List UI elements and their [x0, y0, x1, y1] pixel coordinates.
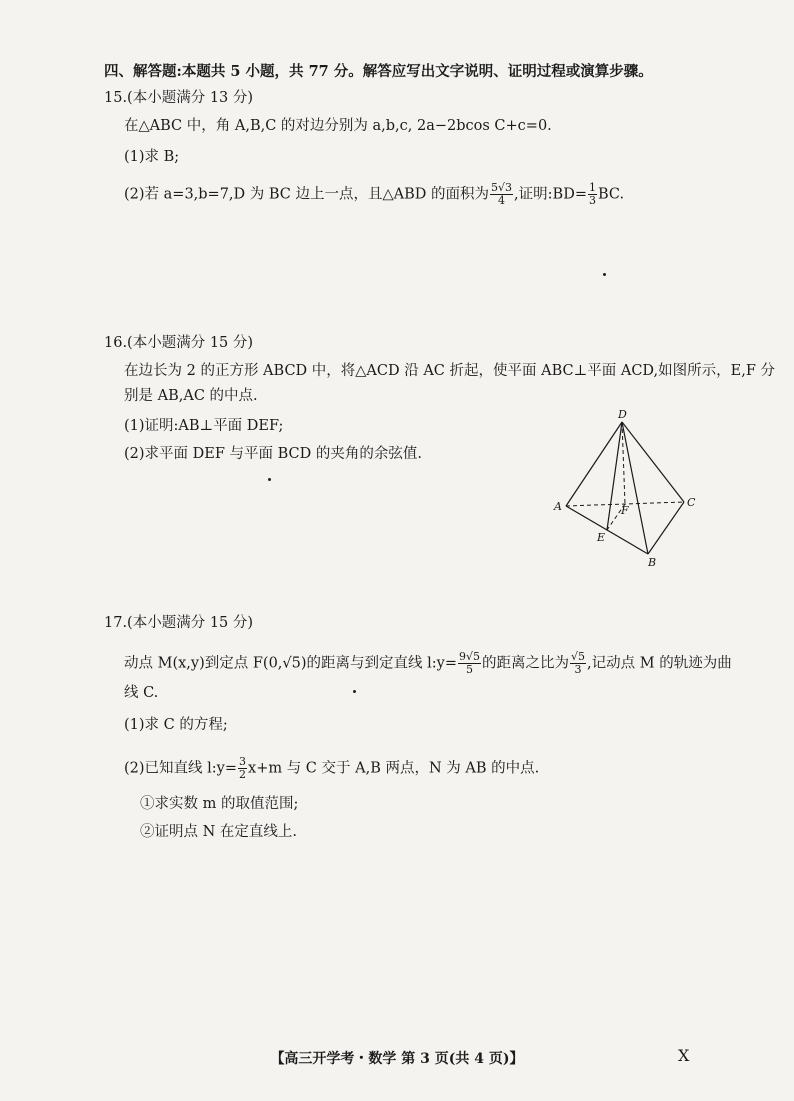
tetrahedron-figure	[548, 408, 698, 568]
q15-part1: (1)求 B;	[124, 149, 180, 165]
edge-DB	[622, 422, 648, 554]
q15-fraction-area	[490, 182, 513, 207]
q15-part2-text-b: ,证明:BD=	[514, 186, 587, 203]
q17-fraction-slope-den: 2	[239, 768, 247, 781]
page-corner-mark: X	[678, 1046, 690, 1065]
print-speck	[603, 273, 606, 276]
label-E: E	[597, 531, 606, 544]
edge-BC	[648, 502, 684, 554]
q16-part2: (2)求平面 DEF 与平面 BCD 的夹角的余弦值.	[124, 446, 422, 462]
label-B: B	[648, 556, 657, 568]
q17-fraction-slope-num: 3	[239, 755, 247, 768]
label-C: C	[687, 496, 696, 509]
q15-stem: 在△ABC 中，角 A,B,C 的对边分别为 a,b,c, 2a−2bcos C+c=0.	[124, 118, 552, 134]
q17-fraction-ratio-den: 3	[574, 663, 582, 676]
q17-stem-text-a: 动点 M(x,y)到定点 F(0,√5)的距离与到定直线 l:y=	[124, 655, 458, 672]
edge-DE	[607, 422, 622, 530]
q15-fraction-area-num: 5√3	[491, 181, 513, 194]
print-speck	[353, 690, 356, 693]
q15-part2-text-a: (2)若 a=3,b=7,D 为 BC 边上一点，且△ABD 的面积为	[124, 186, 490, 203]
q17-fraction-directrix-den: 5	[466, 663, 474, 676]
q17-header: 17.(本小题满分 15 分)	[104, 615, 254, 631]
q17-part1: (1)求 C 的方程;	[124, 717, 228, 733]
q17-part2-text-a: (2)已知直线 l:y=	[124, 760, 238, 777]
q17-stem-line1	[124, 651, 732, 676]
q17-stem-line2: 线 C.	[124, 685, 159, 701]
q17-fraction-directrix-num: 9√5	[459, 650, 481, 663]
q17-stem-text-c: ,记动点 M 的轨迹为曲	[587, 655, 732, 672]
q17-fraction-ratio	[570, 651, 586, 676]
section-heading: 四、解答题:本题共 5 小题，共 77 分。解答应写出文字说明、证明过程或演算步骤。	[104, 63, 653, 80]
label-D: D	[618, 408, 627, 421]
page-footer: 【高三开学考・数学 第 3 页(共 4 页)】	[270, 1051, 524, 1067]
q17-fraction-ratio-num: √5	[571, 650, 586, 663]
q17-stem-text-b: 的距离之比为	[482, 655, 570, 672]
q17-part2-text-b: x+m 与 C 交于 A,B 两点，N 为 AB 的中点.	[248, 760, 540, 777]
q16-stem-line1: 在边长为 2 的正方形 ABCD 中，将△ACD 沿 AC 折起，使平面 ABC⊥平面 ACD,如图所示，E,F 分	[124, 363, 776, 379]
edge-DC	[622, 422, 684, 502]
edge-DA	[566, 422, 622, 506]
q17-part2	[124, 756, 539, 781]
q17-subpart1: ①求实数 m 的取值范围;	[140, 796, 299, 812]
q17-fraction-directrix	[458, 651, 481, 676]
q15-fraction-third	[588, 182, 597, 207]
q15-fraction-third-num: 1	[588, 181, 596, 194]
q15-part2	[124, 182, 624, 207]
label-A: A	[554, 500, 562, 513]
label-F: F	[621, 504, 629, 517]
q16-part1: (1)证明:AB⊥平面 DEF;	[124, 418, 284, 434]
q15-part2-text-c: BC.	[597, 186, 625, 203]
q16-stem-line2: 别是 AB,AC 的中点.	[124, 388, 258, 404]
q15-fraction-third-den: 3	[588, 194, 596, 207]
q16-header: 16.(本小题满分 15 分)	[104, 335, 254, 351]
q17-subpart2: ②证明点 N 在定直线上.	[140, 824, 298, 840]
q15-header: 15.(本小题满分 13 分)	[104, 90, 254, 106]
print-speck	[268, 478, 271, 481]
q17-fraction-slope	[238, 756, 247, 781]
q15-fraction-area-den: 4	[498, 194, 506, 207]
